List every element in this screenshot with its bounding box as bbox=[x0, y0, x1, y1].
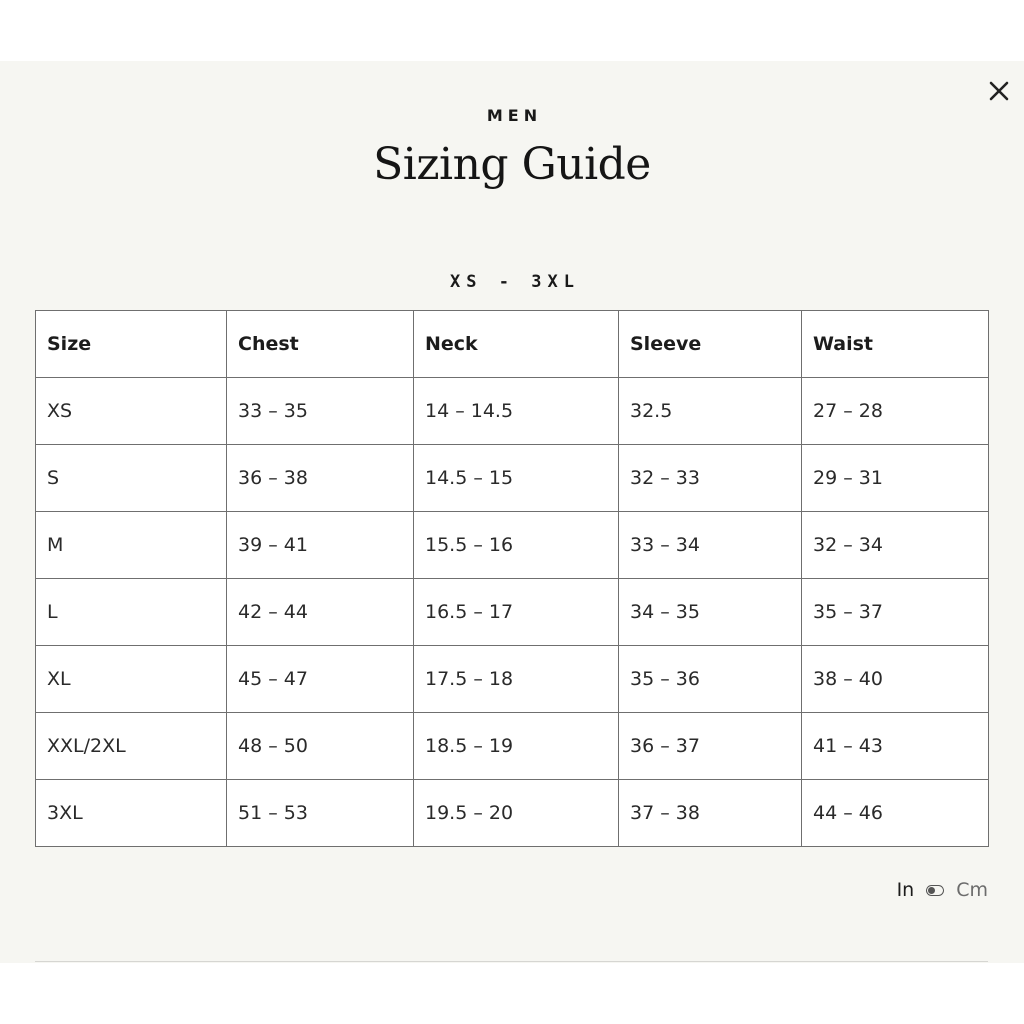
sleeve-cell: 34 – 35 bbox=[619, 579, 802, 646]
column-header-sleeve: Sleeve bbox=[619, 311, 802, 378]
sleeve-cell: 32.5 bbox=[619, 378, 802, 445]
unit-inches-option[interactable]: In bbox=[896, 879, 915, 901]
unit-toggle bbox=[897, 879, 988, 901]
neck-cell: 17.5 – 18 bbox=[414, 646, 619, 713]
waist-cell: 38 – 40 bbox=[802, 646, 989, 713]
waist-cell: 44 – 46 bbox=[802, 780, 989, 847]
column-header-size: Size bbox=[36, 311, 227, 378]
sizing-guide-modal bbox=[0, 61, 1024, 963]
size-range-label: XS - 3XL bbox=[450, 272, 580, 292]
unit-centimeters-option[interactable]: Cm bbox=[956, 879, 988, 901]
size-cell: 3XL bbox=[36, 780, 227, 847]
size-cell: L bbox=[36, 579, 227, 646]
waist-cell: 41 – 43 bbox=[802, 713, 989, 780]
neck-cell: 19.5 – 20 bbox=[414, 780, 619, 847]
table-row bbox=[36, 378, 989, 445]
sleeve-cell: 35 – 36 bbox=[619, 646, 802, 713]
close-button[interactable] bbox=[986, 78, 1012, 104]
size-cell: M bbox=[36, 512, 227, 579]
column-header-waist: Waist bbox=[802, 311, 989, 378]
neck-cell: 16.5 – 17 bbox=[414, 579, 619, 646]
size-cell: XL bbox=[36, 646, 227, 713]
waist-cell: 27 – 28 bbox=[802, 378, 989, 445]
close-icon[interactable] bbox=[986, 78, 1012, 104]
neck-cell: 18.5 – 19 bbox=[414, 713, 619, 780]
chest-cell: 36 – 38 bbox=[227, 445, 414, 512]
page-title: Sizing Guide bbox=[373, 139, 651, 190]
waist-cell: 35 – 37 bbox=[802, 579, 989, 646]
chest-cell: 51 – 53 bbox=[227, 780, 414, 847]
neck-cell: 14.5 – 15 bbox=[414, 445, 619, 512]
sleeve-cell: 32 – 33 bbox=[619, 445, 802, 512]
waist-cell: 32 – 34 bbox=[802, 512, 989, 579]
sleeve-cell: 37 – 38 bbox=[619, 780, 802, 847]
table-row bbox=[36, 780, 989, 847]
chest-cell: 48 – 50 bbox=[227, 713, 414, 780]
bottom-divider bbox=[35, 961, 988, 962]
waist-cell: 29 – 31 bbox=[802, 445, 989, 512]
neck-cell: 14 – 14.5 bbox=[414, 378, 619, 445]
table-row bbox=[36, 646, 989, 713]
size-cell: XXL/2XL bbox=[36, 713, 227, 780]
size-cell: XS bbox=[36, 378, 227, 445]
column-header-chest: Chest bbox=[227, 311, 414, 378]
chest-cell: 39 – 41 bbox=[227, 512, 414, 579]
column-header-neck: Neck bbox=[414, 311, 619, 378]
size-table bbox=[35, 310, 989, 847]
sleeve-cell: 36 – 37 bbox=[619, 713, 802, 780]
chest-cell: 33 – 35 bbox=[227, 378, 414, 445]
table-row bbox=[36, 713, 989, 780]
neck-cell: 15.5 – 16 bbox=[414, 512, 619, 579]
chest-cell: 45 – 47 bbox=[227, 646, 414, 713]
table-row bbox=[36, 512, 989, 579]
unit-toggle-switch[interactable] bbox=[926, 885, 944, 896]
sleeve-cell: 33 – 34 bbox=[619, 512, 802, 579]
table-row bbox=[36, 579, 989, 646]
table-header-row bbox=[36, 311, 989, 378]
chest-cell: 42 – 44 bbox=[227, 579, 414, 646]
toggle-knob-icon bbox=[928, 887, 935, 894]
table-row bbox=[36, 445, 989, 512]
size-cell: S bbox=[36, 445, 227, 512]
category-eyebrow: MEN bbox=[486, 106, 543, 125]
